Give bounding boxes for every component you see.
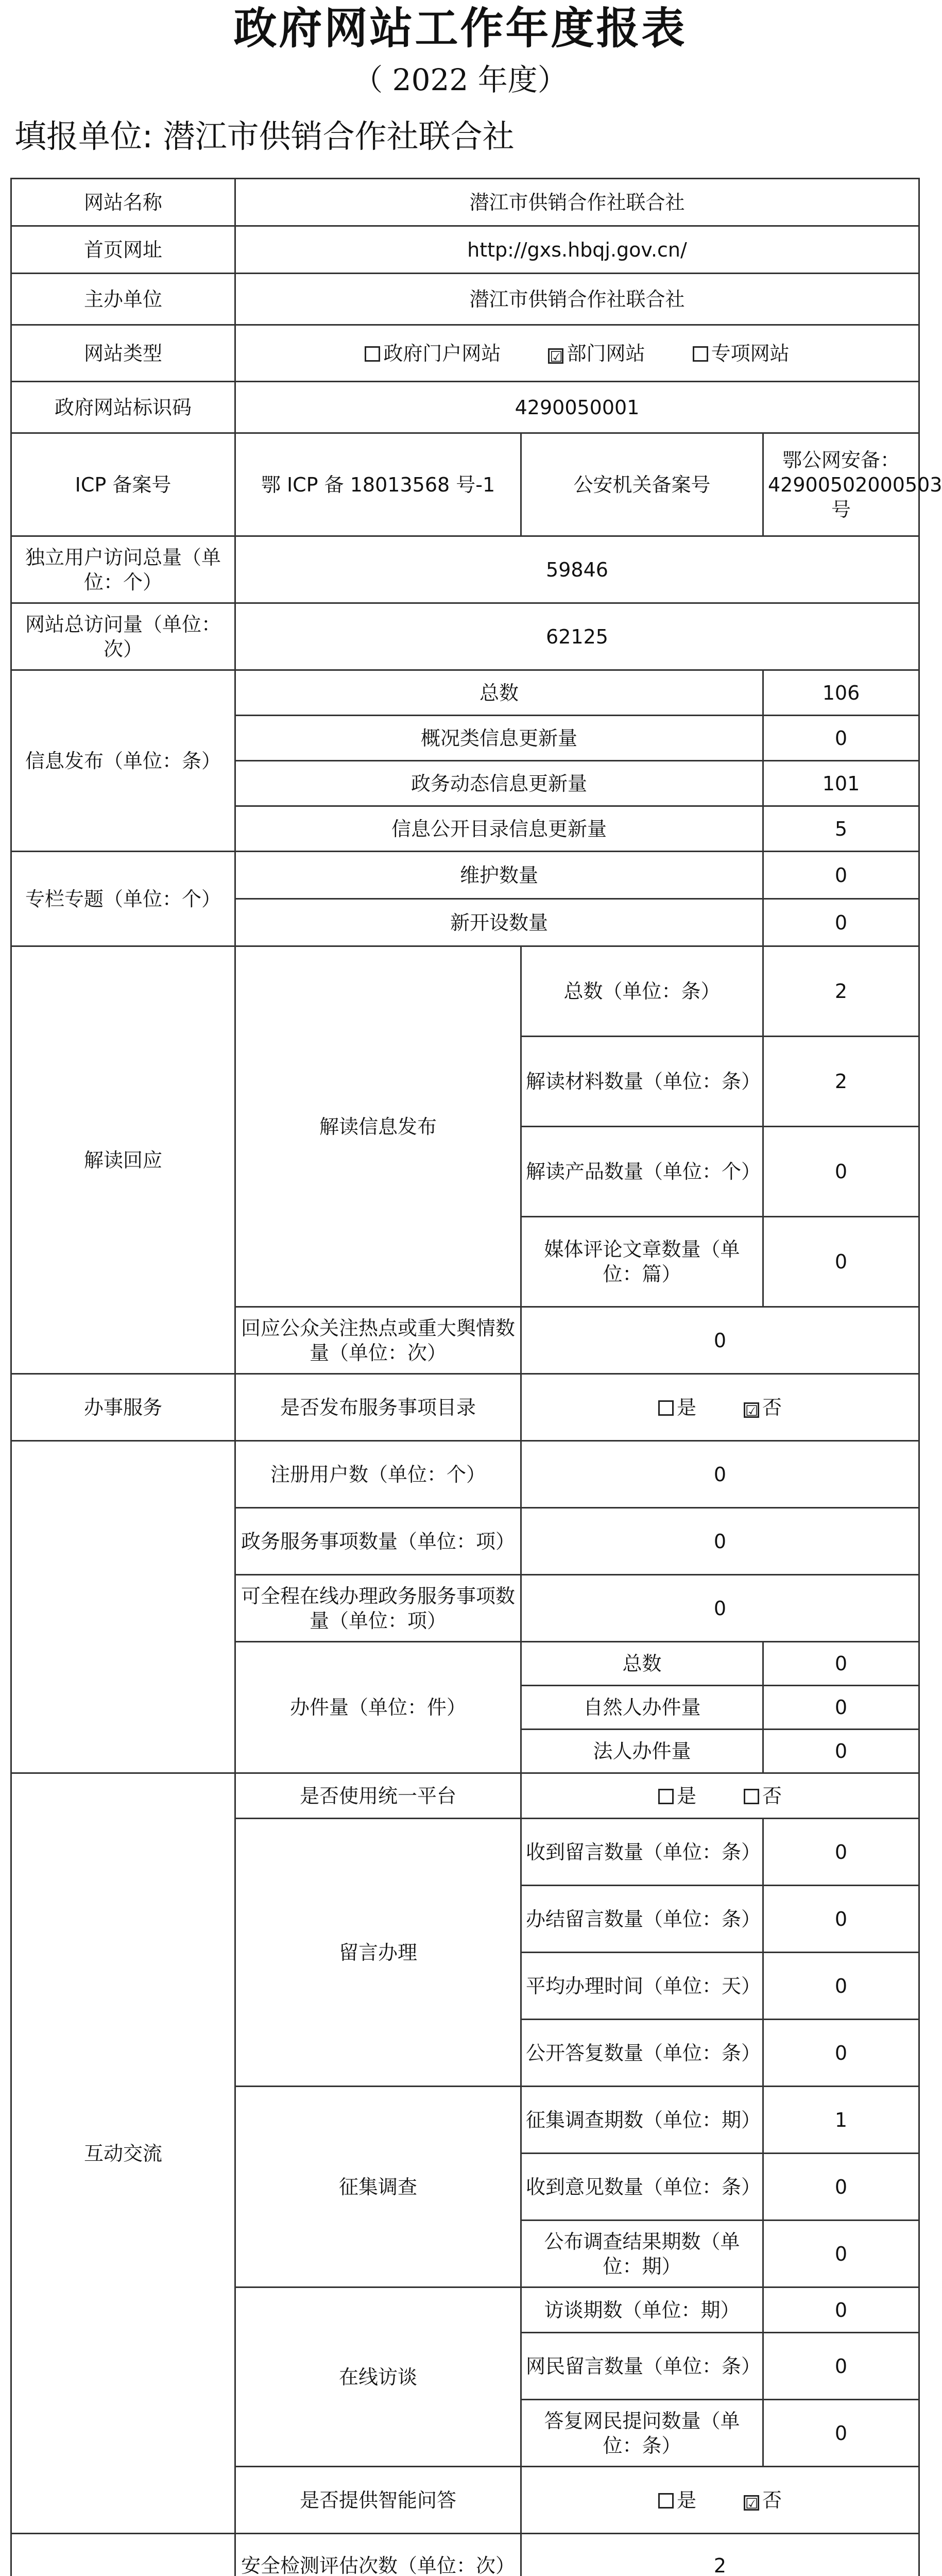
handled-label: 办件量（单位：件） xyxy=(235,1642,521,1773)
row-uv xyxy=(11,536,919,603)
interview-row-value: 0 xyxy=(763,2400,919,2467)
survey-row-label: 收到意见数量（单位：条） xyxy=(521,2154,763,2221)
info-row-value: 101 xyxy=(763,761,919,806)
interpret-row-value: 0 xyxy=(763,1217,919,1307)
survey-row-value: 0 xyxy=(763,2154,919,2221)
eval-value: 2 xyxy=(521,2534,919,2576)
items-label: 政务服务事项数量（单位：项） xyxy=(235,1508,521,1575)
row-pv xyxy=(11,603,919,670)
column-row-label: 维护数量 xyxy=(235,852,763,899)
survey-label: 征集调查 xyxy=(235,2087,521,2287)
option-yes[interactable]: 是 xyxy=(658,1784,696,1808)
row-interpret-total xyxy=(11,946,919,1037)
reg-label: 注册用户数（单位：个） xyxy=(235,1441,521,1508)
site-name-label: 网站名称 xyxy=(11,179,235,226)
platform-label: 是否使用统一平台 xyxy=(235,1773,521,1819)
report-table xyxy=(10,178,942,2576)
interpret-row-label: 媒体评论文章数量（单位：篇） xyxy=(521,1217,763,1307)
site-type-portal[interactable]: 政府门户网站 xyxy=(365,341,501,366)
row-sec-eval xyxy=(11,2534,919,2576)
row-info-total xyxy=(11,670,919,716)
respond-value: 0 xyxy=(521,1307,919,1374)
info-row-value: 5 xyxy=(763,806,919,852)
msg-row-value: 0 xyxy=(763,2020,919,2087)
msg-row-value: 0 xyxy=(763,1886,919,1953)
survey-row-label: 征集调查期数（单位：期） xyxy=(521,2087,763,2154)
checkbox-icon[interactable]: ☑ xyxy=(548,348,563,364)
site-name-value: 潜江市供销合作社联合社 xyxy=(235,179,919,226)
interpret-row-label: 总数（单位：条） xyxy=(521,946,763,1037)
icp-value: 鄂 ICP 备 18013568 号-1 xyxy=(235,433,521,536)
items-value: 0 xyxy=(521,1508,919,1575)
smart-label: 是否提供智能问答 xyxy=(235,2467,521,2534)
interpret-row-label: 解读材料数量（单位：条） xyxy=(521,1037,763,1127)
online-value: 0 xyxy=(521,1575,919,1642)
checkbox-icon[interactable] xyxy=(658,2493,674,2509)
service-label: 办事服务 xyxy=(11,1374,235,1441)
online-label: 可全程在线办理政务服务事项数量（单位：项） xyxy=(235,1575,521,1642)
pv-value: 62125 xyxy=(235,603,919,670)
report-year: （ 2022 年度） xyxy=(353,62,568,97)
survey-row-label: 公布调查结果期数（单位：期） xyxy=(521,2221,763,2287)
interview-row-label: 网民留言数量（单位：条） xyxy=(521,2333,763,2400)
reporting-unit-name: 潜江市供销合作社联合社 xyxy=(163,117,515,155)
uv-label: 独立用户访问总量（单位：个） xyxy=(11,536,235,603)
option-yes[interactable]: 是 xyxy=(658,2488,696,2513)
column-row-value: 0 xyxy=(763,852,919,899)
police-value: 鄂公网安备：42900502000503 号 xyxy=(763,433,919,536)
respond-label: 回应公众关注热点或重大舆情数量（单位：次） xyxy=(235,1307,521,1374)
handled-row-label: 自然人办件量 xyxy=(521,1686,763,1730)
info-row-value: 106 xyxy=(763,670,919,716)
uv-value: 59846 xyxy=(235,536,919,603)
row-site-id xyxy=(11,382,919,433)
row-platform xyxy=(11,1773,919,1819)
interview-row-value: 0 xyxy=(763,2333,919,2400)
police-label: 公安机关备案号 xyxy=(521,433,763,536)
checkbox-icon[interactable]: ☑ xyxy=(744,2495,759,2511)
security-label xyxy=(11,2534,235,2576)
row-service-catalog xyxy=(11,1374,919,1441)
column-label: 专栏专题（单位：个） xyxy=(11,852,235,946)
interpret-row-value: 0 xyxy=(763,1127,919,1217)
smart-options xyxy=(521,2467,919,2534)
sponsor-label: 主办单位 xyxy=(11,274,235,325)
site-type-department[interactable]: ☑ 部门网站 xyxy=(548,341,645,366)
msg-row-value: 0 xyxy=(763,1953,919,2020)
site-id-label: 政府网站标识码 xyxy=(11,382,235,433)
service-q1-options xyxy=(521,1374,919,1441)
row-service-register xyxy=(11,1441,919,1508)
column-row-label: 新开设数量 xyxy=(235,899,763,946)
option-no[interactable]: ☑ 否 xyxy=(744,1395,782,1420)
msg-row-label: 收到留言数量（单位：条） xyxy=(521,1819,763,1886)
eval-label: 安全检测评估次数（单位：次） xyxy=(235,2534,521,2576)
msg-row-label: 平均办理时间（单位：天） xyxy=(521,1953,763,2020)
interpret-row-label: 解读产品数量（单位：个） xyxy=(521,1127,763,1217)
msg-row-value: 0 xyxy=(763,1819,919,1886)
checkbox-icon[interactable] xyxy=(744,1789,759,1804)
option-no[interactable]: ☑ 否 xyxy=(744,2488,782,2513)
interact-label: 互动交流 xyxy=(11,1773,235,2534)
info-label: 信息发布（单位：条） xyxy=(11,670,235,852)
site-type-options xyxy=(235,325,919,382)
reg-value: 0 xyxy=(521,1441,919,1508)
service-q1-label: 是否发布服务事项目录 xyxy=(235,1374,521,1441)
row-homepage xyxy=(11,226,919,274)
reporting-unit xyxy=(14,113,515,160)
handled-row-value: 0 xyxy=(763,1730,919,1773)
interpret-row-value: 2 xyxy=(763,946,919,1037)
handled-row-label: 总数 xyxy=(521,1642,763,1686)
interview-row-label: 访谈期数（单位：期） xyxy=(521,2287,763,2333)
handled-row-label: 法人办件量 xyxy=(521,1730,763,1773)
msg-row-label: 公开答复数量（单位：条） xyxy=(521,2020,763,2087)
info-row-label: 政务动态信息更新量 xyxy=(235,761,763,806)
page-title: 政府网站工作年度报表 xyxy=(233,3,687,54)
info-row-label: 信息公开目录信息更新量 xyxy=(235,806,763,852)
checkbox-icon[interactable]: ☑ xyxy=(744,1402,759,1418)
handled-row-value: 0 xyxy=(763,1686,919,1730)
row-sponsor xyxy=(11,274,919,325)
checkbox-icon[interactable] xyxy=(365,346,380,362)
interpret-sub-label: 解读信息发布 xyxy=(235,946,521,1307)
msg-label: 留言办理 xyxy=(235,1819,521,2087)
site-type-label: 网站类型 xyxy=(11,325,235,382)
checkbox-icon[interactable] xyxy=(658,1789,674,1804)
survey-row-value: 0 xyxy=(763,2221,919,2287)
reporting-unit-label: 填报单位: xyxy=(14,117,153,155)
platform-options xyxy=(521,1773,919,1819)
column-row-value: 0 xyxy=(763,899,919,946)
pv-label: 网站总访问量（单位：次） xyxy=(11,603,235,670)
checkbox-icon[interactable] xyxy=(658,1400,674,1416)
row-icp xyxy=(11,433,919,536)
interpret-label: 解读回应 xyxy=(11,946,235,1374)
info-row-value: 0 xyxy=(763,716,919,761)
interview-label: 在线访谈 xyxy=(235,2287,521,2467)
option-yes[interactable]: 是 xyxy=(658,1395,696,1420)
icp-label: ICP 备案号 xyxy=(11,433,235,536)
site-type-special[interactable]: 专项网站 xyxy=(693,341,790,366)
interview-row-value: 0 xyxy=(763,2287,919,2333)
interview-row-label: 答复网民提问数量（单位：条） xyxy=(521,2400,763,2467)
checkbox-icon[interactable] xyxy=(693,346,708,362)
handled-row-value: 0 xyxy=(763,1642,919,1686)
option-no[interactable]: 否 xyxy=(744,1784,782,1808)
sponsor-value: 潜江市供销合作社联合社 xyxy=(235,274,919,325)
homepage-value: http://gxs.hbqj.gov.cn/ xyxy=(235,226,919,274)
info-row-label: 总数 xyxy=(235,670,763,716)
site-id-value: 4290050001 xyxy=(235,382,919,433)
survey-row-value: 1 xyxy=(763,2087,919,2154)
row-site-name xyxy=(11,179,919,226)
info-row-label: 概况类信息更新量 xyxy=(235,716,763,761)
interpret-row-value: 2 xyxy=(763,1037,919,1127)
row-column-maintain xyxy=(11,852,919,899)
row-site-type xyxy=(11,325,919,382)
msg-row-label: 办结留言数量（单位：条） xyxy=(521,1886,763,1953)
homepage-label: 首页网址 xyxy=(11,226,235,274)
